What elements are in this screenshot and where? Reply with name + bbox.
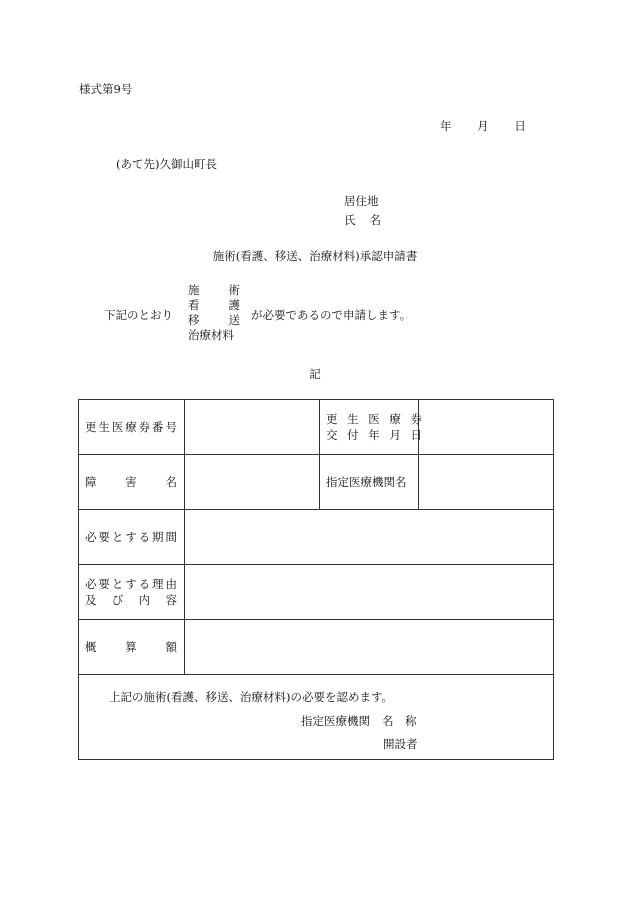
certificate-issue-date-label: 更 生 医 療 券 交 付 年 月 日 [320,400,419,455]
table-row [79,620,554,675]
ki-heading: 記 [309,367,321,381]
designated-institution-label: 指定医療機関名 [320,455,419,510]
reason-and-content-field[interactable] [185,565,554,620]
certificate-number-label: 更 生 医 療 券 番 号 [79,400,185,455]
table-row [79,510,554,565]
date-day-label: 日 [514,119,526,133]
required-period-field[interactable] [185,510,554,565]
applicant-name-label: 氏名 [344,213,395,227]
table-row [79,675,554,760]
required-period-label: 必 要 と す る 期 間 [79,510,185,565]
facility-line [301,713,417,729]
founder-label: 開設者 [383,737,418,751]
estimated-amount-label: 概 算 額 [79,620,185,675]
service-option: 治療材料 [188,328,234,342]
residence-label: 居住地 [344,194,379,208]
intro-prefix: 下記のとおり [104,308,173,322]
date-line [440,118,526,134]
date-month-label: 月 [477,119,489,133]
date-year-label: 年 [440,119,452,133]
table-row [79,400,554,455]
certificate-issue-date-field[interactable] [419,400,554,455]
service-option: 移 送 [188,313,240,327]
document-title: 施術(看護、移送、治療材料)承認申請書 [212,249,418,263]
facility-label: 指定医療機関 [301,714,370,728]
application-table [78,399,554,760]
designated-institution-field[interactable] [419,455,554,510]
approval-text: 上記の施術(看護、移送、治療材料)の必要を認めます。 [109,690,394,704]
certificate-number-field[interactable] [185,400,320,455]
addressee: (あて先)久御山町長 [116,157,217,171]
table-row [79,565,554,620]
service-options [188,283,240,343]
intro-suffix: が必要であるので申請します。 [251,308,412,322]
disability-name-field[interactable] [185,455,320,510]
table-row [79,455,554,510]
form-number: 様式第9号 [79,82,133,96]
disability-name-label: 障 害 名 [79,455,185,510]
service-option: 看 護 [188,298,240,312]
reason-and-content-label: 必 要 と す る 理 由 及 び 内 容 [79,565,185,620]
approval-section [79,675,554,760]
estimated-amount-field[interactable] [185,620,554,675]
service-option: 施 術 [188,283,240,297]
facility-name-label: 名 称 [382,714,417,728]
